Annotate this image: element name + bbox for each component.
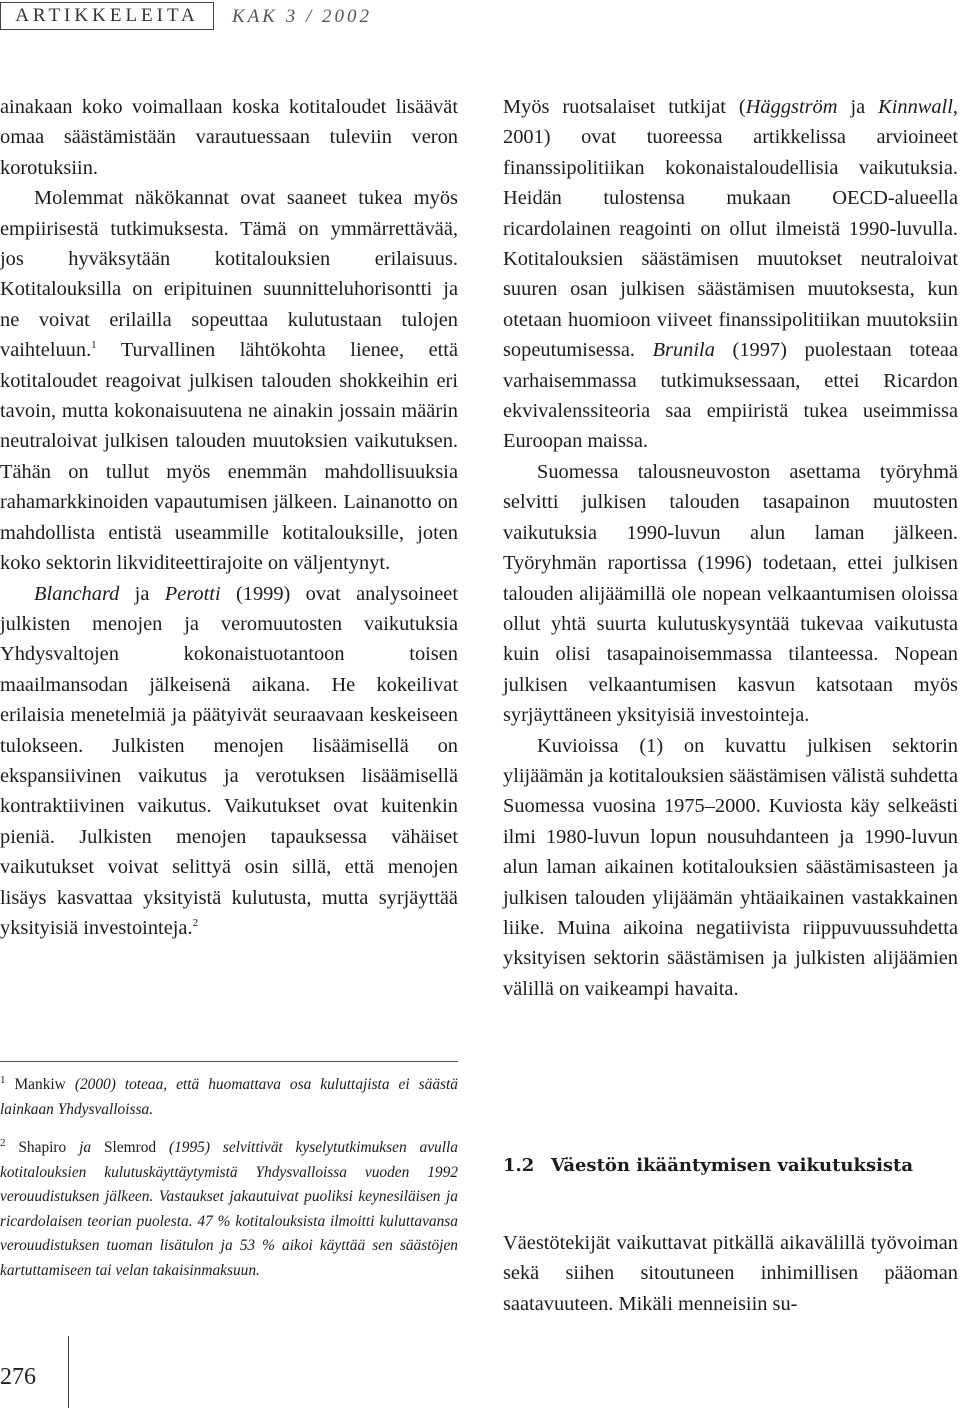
paragraph: Väestötekijät vaikuttavat pitkällä aikavälillä työvoiman sekä siihen sitoutuneen inhimillisen pääoman saatavuuteen. Mikäli menneisiin su- (503, 1232, 958, 1315)
footnote: $^1$ Mankiw (2000) toteaa, että huomattava osa kuluttajista ei säästä lainkaan Yhdysvalloissa. (0, 1073, 458, 1118)
section-title: Väestön ikääntymisen vaikutuksista (551, 1155, 914, 1176)
left-column (0, 92, 458, 943)
section-label: ARTIKKELEITA (0, 2, 214, 30)
paragraph: Myös ruotsalaiset tutkijat (Häggström ja Kinnwall, 2001) ovat tuoreessa artikkelissa arvioineet finanssipolitiikan kokonaistaloudellisia vaikutuksia. Heidän tulostensa mukaan OECD-alueella ricardolainen reagointi on ollut ilmeistä 1990-luvulla. Kotitalouksien säästämisen muutokset neutraloivat suuren osan julkisen säästämisen muutoksesta, kun otetaan huomioon viiveet finanssipolitiikan muutoksiin sopeutumisessa. Brunila (1997) puolestaan toteaa varhaisemmassa tutkimuksessaan, ettei Ricardon ekvivalenssiteoria saa empiiristä tukea useimmissa Euroopan maissa. (503, 96, 959, 453)
paragraph: Suomessa talousneuvoston asettama työryhmä selvitti julkisen talouden tasapainon muutosten vaikutuksia 1990-luvun alun laman jälkeen. Työryhmän raportissa (1996) todetaan, ettei julkisen talouden alijäämillä ole nopean velkaantumisen oloissa ollut yhtä suurta kulutuskysyntää tukevaa vaikutusta kuin olisi tasapainoisemmassa tilanteessa. Nopean julkisen velkaantumisen kasvun katsotaan myös syrjäyttäneen yksityisiä investointeja. (503, 460, 958, 727)
paragraph: Blanchard ja Perotti (1999) ovat analysoineet julkisten menojen ja veromuutosten vaikutuksia Yhdysvaltojen kokonaistuotantoon toisen maailmansodan jälkeisenä aikana. He kokeilivat erilaisia menetelmiä ja päätyivät seuraavaan keskeiseen tulokseen. Julkisten menojen lisäämisellä on ekspansiivinen vaikutus ja verotuksen lisäämisellä kontraktiivinen vaikutus. Vaikutukset ovat kuitenkin pieniä. Julkisten menojen tapauksessa vähäiset vaikutukset voivat selittyä osin sillä, että menojen lisäys kasvattaa yksityistä kulutusta, mutta syrjäyttää yksityisiä investointeja.$^2$ (0, 582, 458, 939)
footnote: $^2$ Shapiro ja Slemrod (1995) selvittivät kyselytutkimuksen avulla kotitalouksien kulutuskäyttäytymistä Yhdysvalloissa vuoden 1992 verouudistuksen jälkeen. Vastaukset jakautuivat puoliksi keynesiläisen ja ricardolaisen teorian puolesta. 47 % kotitalouksista ilmoitti kuluttavansa verouudistuksen tuoman lisätulon ja 53 % aikoi käyttää sen säästöjen kartuttamiseen tai velan takaisinmaksuun. (0, 1136, 458, 1279)
page-number-divider (68, 1336, 69, 1408)
footnotes (0, 1073, 458, 1297)
footnote-divider (0, 1061, 458, 1062)
footnote-ref: 2 (192, 917, 199, 930)
paragraph: ainakaan koko voimallaan koska kotitaloudet lisäävät omaa säästämistään varautuessaan tuleviin veron korotuksiin. (0, 96, 458, 179)
paragraph: Kuvioissa (1) on kuvattu julkisen sektorin ylijäämän ja kotitalouksien säästämisen välistä suhdetta Suomessa vuosina 1975–2000. Kuviosta käy selkeästi ilmi 1980-luvun lopun nousuhdanteen ja 1990-luvun alun laman aikainen kotitalouksien säästämisasteen ja julkisen talouden ylijäämän yhtäaikainen vastakkainen liike. Muina aikoina negatiivista riippuvuussuhdetta yksityisen sektorin säästämisen ja julkisten alijäämien välillä on vaikeampi havaita. (503, 734, 958, 1000)
section-paragraph (503, 1228, 958, 1319)
issue-label: KAK 3 / 2002 (232, 6, 372, 27)
page-number: 276 (0, 1364, 36, 1390)
section-heading (503, 1152, 923, 1180)
paragraph: Molemmat näkökannat ovat saaneet tukea myös empiirisestä tutkimuksesta. Tämä on ymmärrettävää, jos hyväksytään kotitalouksien erilaisuus. Kotitalouksilla on eripituinen suunnitteluhorisontti ja ne voivat erilailla sopeuttaa kulutustaan tulojen vaihteluun.$^1$ Turvallinen lähtökohta lienee, että kotitaloudet reagoivat julkisen talouden shokkeihin eri tavoin, mutta kokonaisuutena ne ainakin jossain määrin neutraloivat julkisen talouden muutoksien vaikutuksen. Tähän on tullut myös enemmän mahdollisuuksia rahamarkkinoiden vapautumisen jälkeen. Lainanotto on mahdollista entistä useammille kotitalouksille, joten koko sektorin likviditeettirajoite on väljentynyt. (0, 187, 458, 575)
section-number: 1.2 (503, 1155, 535, 1176)
footnote-ref: 1 (91, 339, 97, 352)
right-column (503, 92, 958, 1004)
